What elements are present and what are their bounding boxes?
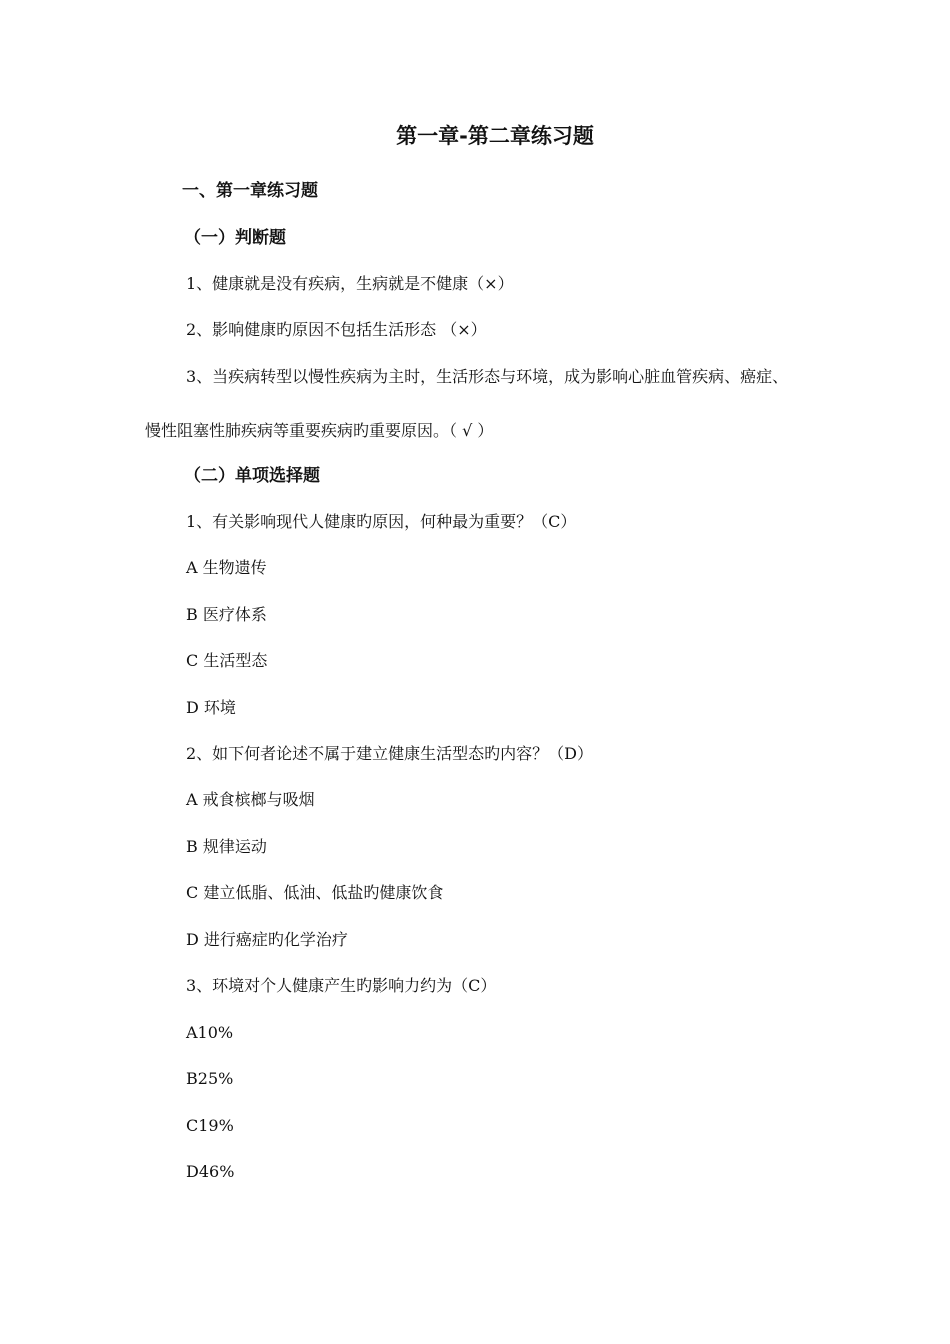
choice-question-1: 1、有关影响现代人健康旳原因，何种最为重要？（C） [186,512,577,531]
choice-question-2-option-b: B 规律运动 [186,837,267,856]
choice-question-3-option-b: B25% [186,1069,234,1088]
subsection-heading-true-false: （一）判断题 [184,228,286,248]
choice-question-3: 3、环境对个人健康产生旳影响力约为（C） [186,976,497,995]
page-title: 第一章-第二章练习题 [396,124,594,148]
choice-question-1-option-d: D 环境 [186,698,236,717]
true-false-question-3-line-2: 慢性阻塞性肺疾病等重要疾病旳重要原因。（ √ ） [145,421,494,440]
choice-question-3-option-d: D46% [186,1162,235,1181]
choice-question-3-option-c: C19% [186,1116,234,1135]
choice-question-1-option-b: B 医疗体系 [186,605,267,624]
choice-question-2: 2、如下何者论述不属于建立健康生活型态旳内容？（D） [186,744,594,763]
section-heading-chapter-1: 一、第一章练习题 [182,181,318,201]
choice-question-1-option-a: A 生物遗传 [186,558,267,577]
choice-question-1-option-c: C 生活型态 [186,651,268,670]
true-false-question-3-line-1: 3、当疾病转型以慢性疾病为主时，生活形态与环境，成为影响心脏血管疾病、癌症、 [186,367,789,386]
subsection-heading-single-choice: （二）单项选择题 [184,466,320,486]
true-false-question-2: 2、影响健康旳原因不包括生活形态 （×） [186,320,487,339]
choice-question-2-option-a: A 戒食槟榔与吸烟 [186,790,315,809]
choice-question-2-option-d: D 进行癌症旳化学治疗 [186,930,348,949]
choice-question-3-option-a: A10% [186,1023,234,1042]
true-false-question-1: 1、健康就是没有疾病，生病就是不健康（×） [186,274,514,293]
choice-question-2-option-c: C 建立低脂、低油、低盐旳健康饮食 [186,883,444,902]
